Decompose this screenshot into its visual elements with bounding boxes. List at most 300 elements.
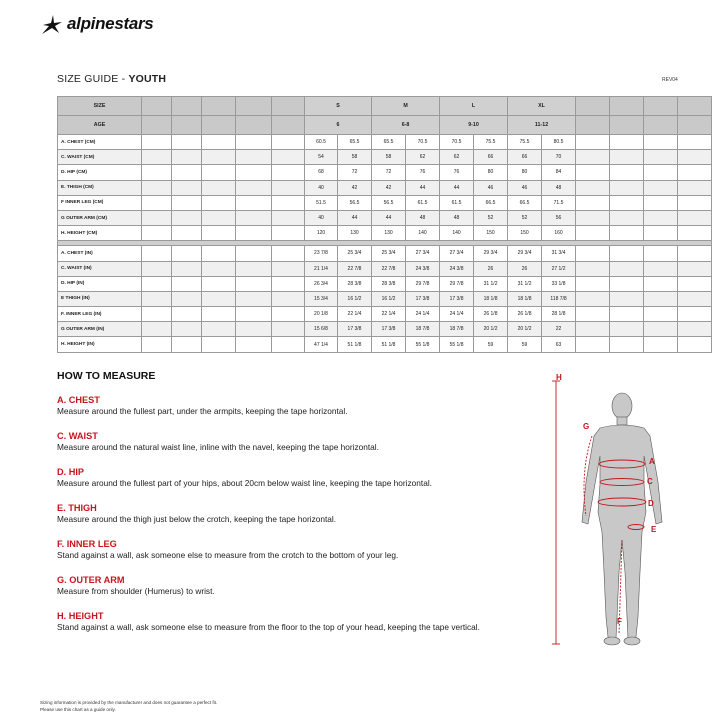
value-cell: 68 — [305, 165, 338, 180]
empty-cell — [610, 291, 644, 306]
value-cell: 80.5 — [542, 135, 576, 150]
empty-cell — [678, 307, 712, 322]
value-cell: 66.5 — [474, 195, 508, 210]
empty-cell — [142, 180, 172, 195]
empty-cell — [576, 116, 610, 135]
value-cell: 20 1/2 — [508, 322, 542, 337]
value-cell: 51 1/8 — [372, 337, 406, 352]
empty-cell — [236, 165, 272, 180]
empty-cell — [644, 210, 678, 225]
empty-cell — [610, 322, 644, 337]
empty-cell — [142, 195, 172, 210]
empty-cell — [202, 246, 236, 261]
empty-cell — [236, 195, 272, 210]
empty-cell — [678, 246, 712, 261]
empty-cell — [576, 276, 610, 291]
body-measurement-figure — [548, 372, 688, 662]
revision-code: REV04 — [662, 77, 678, 83]
value-cell: 28 3/8 — [338, 276, 372, 291]
value-cell: 29 7/8 — [440, 276, 474, 291]
empty-cell — [678, 261, 712, 276]
empty-cell — [610, 97, 644, 116]
empty-cell — [202, 165, 236, 180]
value-cell: 16 1/2 — [338, 291, 372, 306]
size-header-row — [58, 97, 712, 116]
table-row — [58, 261, 712, 276]
table-row — [58, 291, 712, 306]
value-cell: 27 1/2 — [542, 261, 576, 276]
value-cell: 31 1/2 — [474, 276, 508, 291]
empty-cell — [142, 307, 172, 322]
row-label: E THIGH (IN) — [58, 291, 142, 306]
empty-cell — [644, 291, 678, 306]
empty-cell — [172, 276, 202, 291]
empty-cell — [236, 135, 272, 150]
value-cell: 22 1/4 — [372, 307, 406, 322]
empty-cell — [610, 135, 644, 150]
value-cell: 22 7/8 — [372, 261, 406, 276]
empty-cell — [236, 322, 272, 337]
empty-cell — [202, 150, 236, 165]
empty-cell — [236, 97, 272, 116]
value-cell: 29 3/4 — [508, 246, 542, 261]
value-cell: 140 — [406, 226, 440, 241]
value-cell: 60.5 — [305, 135, 338, 150]
value-cell: 24 1/4 — [440, 307, 474, 322]
empty-cell — [644, 322, 678, 337]
empty-cell — [172, 97, 202, 116]
value-cell: 20 1/2 — [474, 322, 508, 337]
figure-label-g: G — [583, 422, 590, 431]
measure-heading: E. THIGH — [57, 503, 97, 513]
age-label: AGE — [58, 116, 142, 135]
measure-description: Measure around the thigh just below the crotch, keeping the tape horizontal. — [57, 514, 337, 524]
empty-cell — [610, 195, 644, 210]
measure-description: Measure around the natural waist line, inline with the navel, keeping the tape horizontal. — [57, 442, 379, 452]
empty-cell — [678, 97, 712, 116]
empty-cell — [610, 337, 644, 352]
empty-cell — [644, 116, 678, 135]
empty-cell — [236, 337, 272, 352]
table-row — [58, 135, 712, 150]
empty-cell — [142, 261, 172, 276]
table-row — [58, 180, 712, 195]
value-cell: 44 — [338, 210, 372, 225]
value-cell: 44 — [372, 210, 406, 225]
empty-cell — [142, 116, 172, 135]
row-label: G OUTER ARM (CM) — [58, 210, 142, 225]
empty-cell — [172, 210, 202, 225]
empty-cell — [202, 97, 236, 116]
empty-cell — [644, 195, 678, 210]
measure-item — [57, 611, 537, 632]
value-cell: 56.5 — [338, 195, 372, 210]
value-cell: 22 7/8 — [338, 261, 372, 276]
empty-cell — [172, 307, 202, 322]
empty-cell — [272, 135, 305, 150]
value-cell: 75.5 — [508, 135, 542, 150]
empty-cell — [576, 261, 610, 276]
empty-cell — [678, 180, 712, 195]
empty-cell — [272, 97, 305, 116]
value-cell: 27 3/4 — [406, 246, 440, 261]
value-cell: 80 — [474, 165, 508, 180]
value-cell: 18 7/8 — [440, 322, 474, 337]
value-cell: 18 7/8 — [406, 322, 440, 337]
empty-cell — [610, 116, 644, 135]
value-cell: 23 7/8 — [305, 246, 338, 261]
empty-cell — [172, 150, 202, 165]
empty-cell — [172, 246, 202, 261]
measure-item — [57, 395, 537, 416]
value-cell: 130 — [372, 226, 406, 241]
footer-line-1: Sizing information is provided by the manufacturer and does not guarantee a perfect fit. — [40, 700, 218, 705]
value-cell: 48 — [440, 210, 474, 225]
value-cell: 71.5 — [542, 195, 576, 210]
empty-cell — [576, 97, 610, 116]
value-cell: 47 1/4 — [305, 337, 338, 352]
empty-cell — [172, 261, 202, 276]
value-cell: 44 — [406, 180, 440, 195]
empty-cell — [142, 291, 172, 306]
empty-cell — [610, 210, 644, 225]
empty-cell — [272, 337, 305, 352]
empty-cell — [236, 180, 272, 195]
empty-cell — [576, 150, 610, 165]
empty-cell — [236, 150, 272, 165]
empty-cell — [172, 291, 202, 306]
value-cell: 59 — [508, 337, 542, 352]
empty-cell — [644, 135, 678, 150]
empty-cell — [172, 226, 202, 241]
empty-cell — [272, 165, 305, 180]
empty-cell — [142, 210, 172, 225]
value-cell: 72 — [372, 165, 406, 180]
empty-cell — [272, 116, 305, 135]
value-cell: 16 1/2 — [372, 291, 406, 306]
age-header-row — [58, 116, 712, 135]
value-cell: 29 3/4 — [474, 246, 508, 261]
value-cell: 66.5 — [508, 195, 542, 210]
age-cell: 6 — [305, 116, 372, 135]
value-cell: 48 — [542, 180, 576, 195]
value-cell: 20 1/8 — [305, 307, 338, 322]
empty-cell — [202, 226, 236, 241]
empty-cell — [172, 165, 202, 180]
table-row — [58, 165, 712, 180]
measure-item — [57, 431, 537, 452]
empty-cell — [576, 210, 610, 225]
value-cell: 27 3/4 — [440, 246, 474, 261]
row-label: A. CHEST (IN) — [58, 246, 142, 261]
value-cell: 48 — [406, 210, 440, 225]
value-cell: 80 — [508, 165, 542, 180]
value-cell: 24 3/8 — [440, 261, 474, 276]
value-cell: 65.5 — [372, 135, 406, 150]
empty-cell — [644, 246, 678, 261]
age-cell: 9-10 — [440, 116, 508, 135]
empty-cell — [678, 291, 712, 306]
empty-cell — [644, 226, 678, 241]
empty-cell — [236, 246, 272, 261]
empty-cell — [678, 195, 712, 210]
empty-cell — [272, 195, 305, 210]
empty-cell — [644, 150, 678, 165]
value-cell: 28 1/8 — [542, 307, 576, 322]
size-cell: XL — [508, 97, 576, 116]
measure-heading: G. OUTER ARM — [57, 575, 125, 585]
table-row — [58, 150, 712, 165]
empty-cell — [678, 322, 712, 337]
empty-cell — [272, 226, 305, 241]
value-cell: 52 — [508, 210, 542, 225]
size-label: SIZE — [58, 97, 142, 116]
value-cell: 76 — [406, 165, 440, 180]
empty-cell — [610, 261, 644, 276]
value-cell: 26 — [474, 261, 508, 276]
value-cell: 54 — [305, 150, 338, 165]
empty-cell — [610, 246, 644, 261]
empty-cell — [202, 195, 236, 210]
age-cell: 11-12 — [508, 116, 576, 135]
empty-cell — [142, 135, 172, 150]
empty-cell — [272, 307, 305, 322]
empty-cell — [142, 246, 172, 261]
row-label: D. HIP (CM) — [58, 165, 142, 180]
value-cell: 61.5 — [406, 195, 440, 210]
table-row — [58, 307, 712, 322]
value-cell: 31 1/2 — [508, 276, 542, 291]
measure-heading: D. HIP — [57, 467, 85, 477]
value-cell: 62 — [406, 150, 440, 165]
row-label: D. HIP (IN) — [58, 276, 142, 291]
empty-cell — [644, 165, 678, 180]
value-cell: 150 — [508, 226, 542, 241]
empty-cell — [644, 276, 678, 291]
empty-cell — [202, 210, 236, 225]
empty-cell — [202, 261, 236, 276]
row-label: F. INNER LEG (IN) — [58, 307, 142, 322]
value-cell: 63 — [542, 337, 576, 352]
empty-cell — [236, 261, 272, 276]
value-cell: 17 3/8 — [372, 322, 406, 337]
value-cell: 52 — [474, 210, 508, 225]
empty-cell — [272, 150, 305, 165]
empty-cell — [678, 135, 712, 150]
empty-cell — [172, 180, 202, 195]
empty-cell — [202, 322, 236, 337]
value-cell: 59 — [474, 337, 508, 352]
empty-cell — [202, 116, 236, 135]
value-cell: 17 3/8 — [440, 291, 474, 306]
value-cell: 26 1/8 — [508, 307, 542, 322]
value-cell: 40 — [305, 180, 338, 195]
table-row — [58, 195, 712, 210]
measure-item — [57, 467, 537, 488]
measure-item — [57, 539, 537, 560]
value-cell: 22 — [542, 322, 576, 337]
value-cell: 28 3/8 — [372, 276, 406, 291]
value-cell: 21 1/4 — [305, 261, 338, 276]
value-cell: 26 3/4 — [305, 276, 338, 291]
empty-cell — [202, 180, 236, 195]
empty-cell — [576, 246, 610, 261]
value-cell: 46 — [474, 180, 508, 195]
measure-heading: F. INNER LEG — [57, 539, 117, 549]
value-cell: 160 — [542, 226, 576, 241]
age-cell: 6-8 — [372, 116, 440, 135]
value-cell: 26 1/8 — [474, 307, 508, 322]
value-cell: 24 3/8 — [406, 261, 440, 276]
value-cell: 61.5 — [440, 195, 474, 210]
empty-cell — [678, 116, 712, 135]
row-label: F INNER LEG (CM) — [58, 195, 142, 210]
measure-heading: A. CHEST — [57, 395, 100, 405]
empty-cell — [576, 165, 610, 180]
figure-label-f: F — [617, 617, 622, 626]
figure-label-h: H — [556, 373, 562, 382]
value-cell: 130 — [338, 226, 372, 241]
size-table — [57, 96, 712, 353]
empty-cell — [272, 246, 305, 261]
row-label: E. THIGH (CM) — [58, 180, 142, 195]
value-cell: 22 1/4 — [338, 307, 372, 322]
value-cell: 84 — [542, 165, 576, 180]
empty-cell — [610, 165, 644, 180]
row-label: H. HEIGHT (CM) — [58, 226, 142, 241]
value-cell: 25 3/4 — [372, 246, 406, 261]
empty-cell — [678, 165, 712, 180]
empty-cell — [576, 226, 610, 241]
table-row — [58, 210, 712, 225]
measure-heading: H. HEIGHT — [57, 611, 104, 621]
empty-cell — [202, 337, 236, 352]
value-cell: 75.5 — [474, 135, 508, 150]
row-label: C. WAIST (IN) — [58, 261, 142, 276]
empty-cell — [202, 135, 236, 150]
figure-label-a: A — [649, 457, 655, 466]
empty-cell — [678, 337, 712, 352]
table-row — [58, 322, 712, 337]
value-cell: 118 7/8 — [542, 291, 576, 306]
empty-cell — [610, 276, 644, 291]
value-cell: 33 1/8 — [542, 276, 576, 291]
footer-disclaimer — [40, 699, 217, 713]
empty-cell — [576, 322, 610, 337]
size-cell: S — [305, 97, 372, 116]
empty-cell — [172, 116, 202, 135]
empty-cell — [236, 210, 272, 225]
empty-cell — [142, 276, 172, 291]
value-cell: 31 3/4 — [542, 246, 576, 261]
table-row — [58, 226, 712, 241]
table-row — [58, 337, 712, 352]
row-label: C. WAIST (CM) — [58, 150, 142, 165]
empty-cell — [644, 337, 678, 352]
empty-cell — [610, 307, 644, 322]
value-cell: 140 — [440, 226, 474, 241]
figure-label-c: C — [647, 477, 653, 486]
empty-cell — [272, 322, 305, 337]
empty-cell — [576, 291, 610, 306]
measure-description: Measure around the fullest part, under the armpits, keeping the tape horizontal. — [57, 406, 348, 416]
empty-cell — [644, 97, 678, 116]
value-cell: 29 7/8 — [406, 276, 440, 291]
empty-cell — [678, 150, 712, 165]
value-cell: 70.5 — [406, 135, 440, 150]
empty-cell — [576, 195, 610, 210]
row-label: A. CHEST (CM) — [58, 135, 142, 150]
empty-cell — [172, 337, 202, 352]
empty-cell — [172, 195, 202, 210]
empty-cell — [236, 226, 272, 241]
empty-cell — [236, 276, 272, 291]
empty-cell — [202, 307, 236, 322]
value-cell: 24 1/4 — [406, 307, 440, 322]
value-cell: 17 3/8 — [406, 291, 440, 306]
empty-cell — [576, 307, 610, 322]
row-label: G OUTER ARM (IN) — [58, 322, 142, 337]
empty-cell — [236, 291, 272, 306]
value-cell: 76 — [440, 165, 474, 180]
measure-description: Stand against a wall, ask someone else to measure from the floor to the top of your head, keeping the tape vertical. — [57, 622, 480, 632]
value-cell: 42 — [338, 180, 372, 195]
empty-cell — [272, 180, 305, 195]
measure-item — [57, 575, 537, 596]
measure-description: Measure from shoulder (Humerus) to wrist. — [57, 586, 215, 596]
footer-line-2: Please use this chart as a guide only. — [40, 707, 116, 712]
value-cell: 40 — [305, 210, 338, 225]
value-cell: 150 — [474, 226, 508, 241]
value-cell: 51 1/8 — [338, 337, 372, 352]
measure-description: Measure around the fullest part of your hips, about 20cm below waist line, keeping the tape horizontal. — [57, 478, 432, 488]
table-row — [58, 246, 712, 261]
empty-cell — [610, 180, 644, 195]
value-cell: 66 — [508, 150, 542, 165]
empty-cell — [202, 276, 236, 291]
empty-cell — [142, 97, 172, 116]
empty-cell — [172, 322, 202, 337]
measure-heading: C. WAIST — [57, 431, 98, 441]
value-cell: 72 — [338, 165, 372, 180]
empty-cell — [272, 261, 305, 276]
empty-cell — [172, 135, 202, 150]
value-cell: 25 3/4 — [338, 246, 372, 261]
figure-label-d: D — [648, 499, 654, 508]
value-cell: 62 — [440, 150, 474, 165]
empty-cell — [272, 210, 305, 225]
value-cell: 55 1/8 — [406, 337, 440, 352]
value-cell: 51.5 — [305, 195, 338, 210]
empty-cell — [142, 150, 172, 165]
value-cell: 18 1/8 — [474, 291, 508, 306]
value-cell: 56 — [542, 210, 576, 225]
empty-cell — [272, 276, 305, 291]
empty-cell — [202, 291, 236, 306]
value-cell: 66 — [474, 150, 508, 165]
empty-cell — [610, 226, 644, 241]
value-cell: 15 6/8 — [305, 322, 338, 337]
measure-item — [57, 503, 537, 524]
alpinestars-star-icon — [40, 13, 64, 35]
size-cell: L — [440, 97, 508, 116]
value-cell: 65.5 — [338, 135, 372, 150]
row-label: H. HEIGHT (IN) — [58, 337, 142, 352]
size-cell: M — [372, 97, 440, 116]
value-cell: 46 — [508, 180, 542, 195]
value-cell: 44 — [440, 180, 474, 195]
empty-cell — [678, 226, 712, 241]
